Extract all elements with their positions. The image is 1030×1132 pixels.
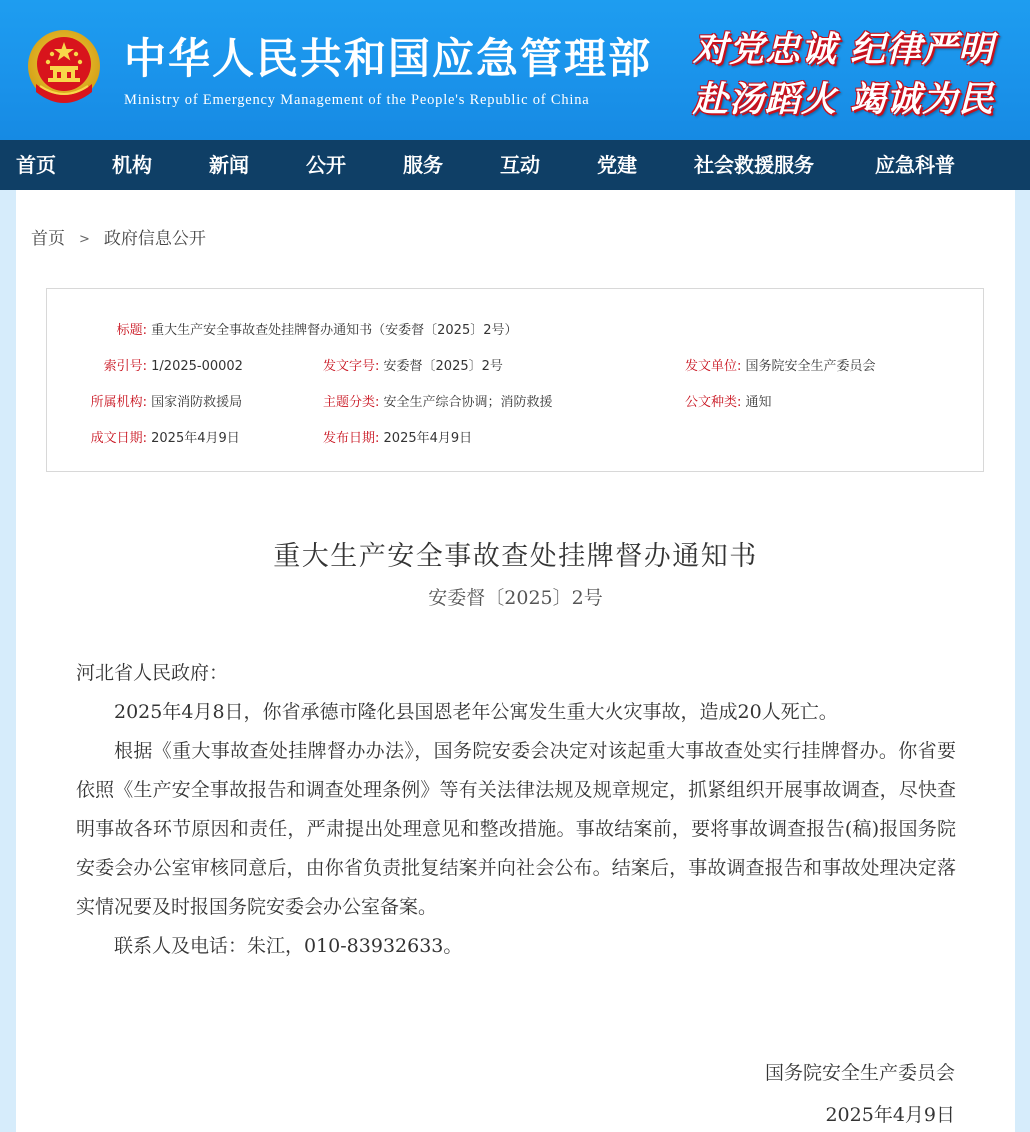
site-title[interactable]: 中华人民共和国应急管理部 bbox=[124, 34, 653, 83]
document-number: 安委督〔2025〕2号 bbox=[428, 587, 603, 609]
slogan-line-1: 对党忠诚 纪律严明 bbox=[692, 29, 994, 70]
meta-topic-label: 主题分类: bbox=[323, 395, 380, 410]
meta-type-label: 公文种类: bbox=[685, 395, 742, 410]
meta-org-row bbox=[47, 391, 242, 410]
meta-index-row bbox=[47, 355, 243, 374]
meta-topic-row bbox=[323, 391, 553, 410]
document-body bbox=[76, 654, 956, 966]
meta-title-row bbox=[47, 319, 518, 338]
breadcrumb-separator: > bbox=[79, 232, 90, 247]
meta-issuer-label: 发文单位: bbox=[685, 359, 742, 374]
meta-topic-value: 安全生产综合协调；消防救援 bbox=[383, 395, 553, 410]
document-salutation: 河北省人民政府： bbox=[76, 662, 229, 684]
nav-item-social-rescue[interactable]: 社会救援服务 bbox=[694, 153, 814, 177]
meta-org-label: 所属机构: bbox=[90, 395, 147, 410]
meta-published-label: 发布日期: bbox=[323, 431, 380, 446]
site-header bbox=[0, 0, 1030, 140]
meta-issuer-row bbox=[685, 355, 876, 374]
document-meta-box bbox=[46, 288, 984, 472]
meta-docno-row bbox=[323, 355, 503, 374]
site-subtitle: Ministry of Emergency Management of the People's Republic of China bbox=[124, 92, 590, 108]
breadcrumb-home-link[interactable]: 首页 bbox=[31, 229, 65, 249]
meta-created-value: 2025年4月9日 bbox=[151, 431, 240, 446]
meta-created-label: 成文日期: bbox=[90, 431, 147, 446]
document-title: 重大生产安全事故查处挂牌督办通知书 bbox=[273, 541, 758, 572]
meta-index-label: 索引号: bbox=[103, 359, 147, 374]
meta-type-row bbox=[685, 391, 772, 410]
document-paragraph: 根据《重大事故查处挂牌督办办法》，国务院安委会决定对该起重大事故查处实行挂牌督办。你省要依照《生产安全事故报告和调查处理条例》等有关法律法规及规章规定，抓紧组织开展事故调查，尽快查明事故各环节原因和责任，严肃提出处理意见和整改措施。事故结案前，要将事故调查报告(稿)报国务院安委会办公室审核同意后，由你省负责批复结案并向社会公布。结案后，事故调查报告和事故处理决定落实情况要及时报国务院安委会办公室备案。 bbox=[76, 740, 956, 918]
meta-docno-value: 安委督〔2025〕2号 bbox=[383, 359, 503, 374]
document-contact: 联系人及电话：朱江，010-83932633。 bbox=[114, 935, 463, 957]
nav-item-news[interactable]: 新闻 bbox=[209, 153, 249, 177]
nav-item-services[interactable]: 服务 bbox=[403, 153, 443, 177]
nav-item-organization[interactable]: 机构 bbox=[112, 153, 152, 177]
nav-item-home[interactable]: 首页 bbox=[16, 153, 56, 177]
content-panel bbox=[16, 190, 1015, 1132]
nav-item-public[interactable]: 公开 bbox=[306, 153, 346, 177]
breadcrumb bbox=[31, 224, 206, 249]
meta-created-row bbox=[47, 427, 240, 446]
meta-index-value: 1/2025-00002 bbox=[151, 359, 243, 374]
meta-type-value: 通知 bbox=[745, 395, 772, 410]
nav-item-interaction[interactable]: 互动 bbox=[500, 153, 540, 177]
meta-issuer-value: 国务院安全生产委员会 bbox=[745, 359, 876, 374]
document-signer: 国务院安全生产委员会 bbox=[764, 1062, 955, 1084]
meta-title-label: 标题: bbox=[116, 323, 147, 338]
meta-org-value: 国家消防救援局 bbox=[151, 395, 243, 410]
nav-item-science[interactable]: 应急科普 bbox=[875, 153, 955, 177]
meta-published-row bbox=[323, 427, 472, 446]
meta-docno-label: 发文字号: bbox=[323, 359, 380, 374]
breadcrumb-current-link[interactable]: 政府信息公开 bbox=[103, 229, 206, 249]
slogan-line-2: 赴汤蹈火 竭诚为民 bbox=[692, 79, 994, 120]
national-emblem-icon[interactable] bbox=[26, 28, 102, 110]
document-paragraph: 2025年4月8日，你省承德市隆化县国恩老年公寓发生重大火灾事故，造成20人死亡。 bbox=[114, 701, 838, 723]
nav-item-party[interactable]: 党建 bbox=[597, 153, 637, 177]
meta-title-value: 重大生产安全事故查处挂牌督办通知书（安委督〔2025〕2号） bbox=[151, 323, 518, 338]
meta-published-value: 2025年4月9日 bbox=[383, 431, 473, 446]
document-date: 2025年4月9日 bbox=[825, 1104, 955, 1126]
main-nav bbox=[0, 140, 1030, 190]
